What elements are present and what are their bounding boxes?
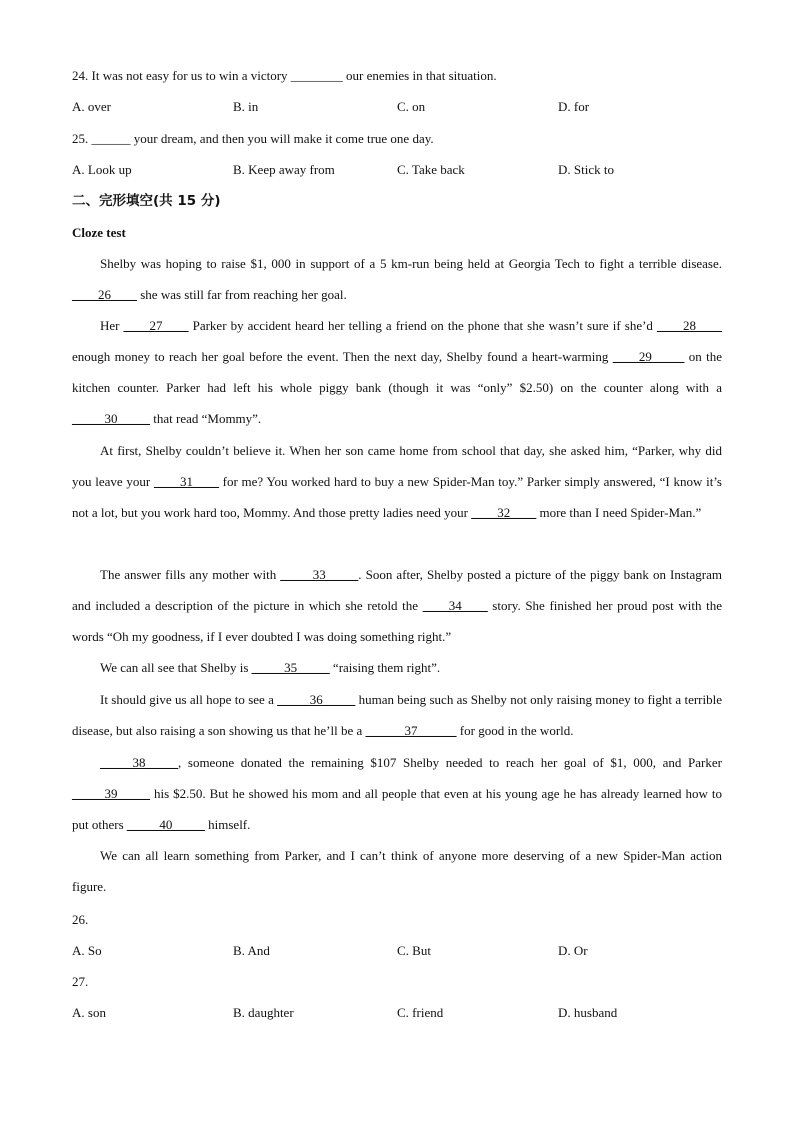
blank-39: _____39_____ <box>72 786 150 801</box>
passage-paragraph-4: The answer fills any mother with _____33_____. Soon after, Shelby posted a picture of the piggy bank on Instagram and included a description of the picture in which she retold the ____34____ story. She finished her proud post with the words “Oh my goodness, if I ever doubted I was doing something right.” <box>72 567 722 644</box>
blank-36: _____36_____ <box>277 692 356 707</box>
blank-27: ____27____ <box>123 318 189 333</box>
passage-paragraph-1: Shelby was hoping to raise $1, 000 in support of a 5 km-run being held at Georgia Tech to fight a terrible disease. ____26____ she was still far from reaching her goal. <box>72 256 722 302</box>
blank-32: ____32____ <box>471 505 537 520</box>
q26-option-b: B. And <box>233 943 270 958</box>
blank-33: _____33_____ <box>280 567 359 582</box>
q24-option-c: C. on <box>397 99 426 114</box>
question-24-stem: 24. It was not easy for us to win a victory ________ our enemies in that situation. <box>72 68 497 83</box>
blank-37: ______37______ <box>365 723 457 738</box>
q25-option-c: C. Take back <box>397 162 465 177</box>
blank-29: ____29_____ <box>612 349 685 364</box>
question-27-number: 27. <box>72 974 89 989</box>
cloze-title: Cloze test <box>72 225 126 240</box>
q26-option-d: D. Or <box>558 943 588 958</box>
passage-paragraph-6: It should give us all hope to see a _____36_____ human being such as Shelby not only raising money to fight a terrible disease, but also raising a son showing us that he’ll be a ______37______ for good in the world. <box>72 692 722 738</box>
section-heading: 二、完形填空(共 15 分) <box>72 193 221 209</box>
q25-option-d: D. Stick to <box>558 162 614 177</box>
blank-34: ____34____ <box>422 598 488 613</box>
q27-option-b: B. daughter <box>233 1005 294 1020</box>
q25-option-a: A. Look up <box>72 162 132 177</box>
q27-option-d: D. husband <box>558 1005 618 1020</box>
passage-paragraph-7: _____38_____, someone donated the remaining $107 Shelby needed to reach her goal of $1, 000, and Parker _____39_____ his $2.50. But he showed his mom and all people that even at his young age he has already learned how to put others _____40_____ himself. <box>72 755 722 832</box>
q24-option-d: D. for <box>558 99 590 114</box>
q26-option-c: C. But <box>397 943 431 958</box>
q24-option-b: B. in <box>233 99 259 114</box>
passage-paragraph-8: We can all learn something from Parker, and I can’t think of anyone more deserving of a new Spider-Man action figure. <box>72 848 722 894</box>
q25-option-b: B. Keep away from <box>233 162 335 177</box>
blank-40: _____40_____ <box>126 817 205 832</box>
blank-31: ____31____ <box>153 474 219 489</box>
q26-option-a: A. So <box>72 943 102 958</box>
blank-26: ____26____ <box>72 287 137 302</box>
question-26-number: 26. <box>72 912 89 927</box>
blank-35: _____35_____ <box>251 660 330 675</box>
q27-option-a: A. son <box>72 1005 106 1020</box>
blank-38: _____38_____ <box>100 755 178 770</box>
passage-paragraph-5: We can all see that Shelby is _____35_____ “raising them right”. <box>100 660 441 675</box>
q27-option-c: C. friend <box>397 1005 444 1020</box>
question-25-stem: 25. ______ your dream, and then you will make it come true one day. <box>72 131 434 146</box>
passage-paragraph-2: Her ____27____ Parker by accident heard her telling a friend on the phone that she wasn’t sure if she’d ____28____ enough money to reach her goal before the event. Then the next day, Shelby found a heart-warming ____29_____ on the kitchen counter. Parker had left his whole piggy bank (though it was “only” $2.50) on the counter along with a _____30_____ that read “Mommy”. <box>72 318 722 426</box>
blank-28: ____28____ <box>656 318 722 333</box>
blank-30: _____30_____ <box>72 411 150 426</box>
passage-paragraph-3: At first, Shelby couldn’t believe it. When her son came home from school that day, she asked him, “Parker, why did you leave your ____31____ for me? You worked hard to buy a new Spider-Man toy.” Parker simply answered, “I know it’s not a lot, but you work hard too, Mommy. And those pretty ladies need your ____32____ more than I need Spider-Man.” <box>72 443 722 520</box>
q24-option-a: A. over <box>72 99 111 114</box>
